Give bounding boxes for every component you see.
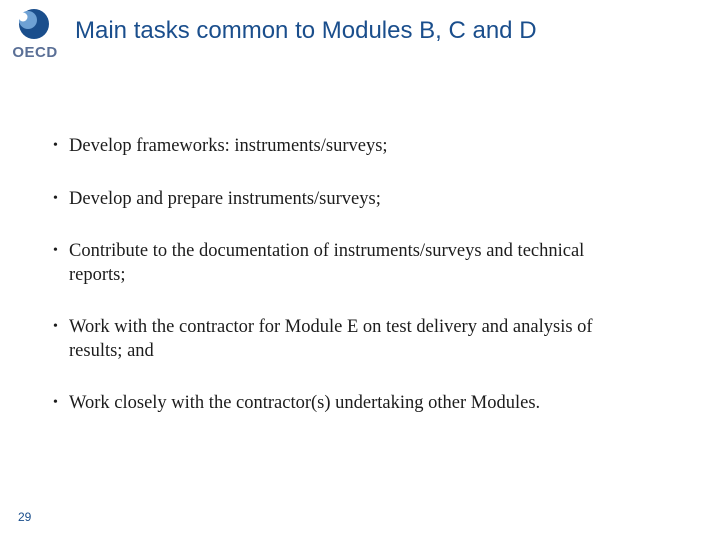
- page-title: Main tasks common to Modules B, C and D: [75, 17, 537, 44]
- list-item: [53, 315, 629, 363]
- list-item-text: Work with the contractor for Module E on test delivery and analysis of results; and: [69, 317, 593, 361]
- list-item: [53, 391, 693, 415]
- list-item: [53, 134, 693, 158]
- bullet-icon: •: [53, 395, 58, 410]
- bullet-icon: •: [53, 319, 58, 334]
- page-number: 29: [18, 510, 32, 524]
- oecd-logo-icon: [8, 6, 60, 44]
- bullet-icon: •: [53, 243, 58, 258]
- task-list: [53, 134, 693, 439]
- bullet-icon: •: [53, 138, 58, 153]
- oecd-logo: [8, 6, 60, 66]
- list-item-text: Develop and prepare instruments/surveys;: [69, 189, 381, 209]
- list-item-text: Contribute to the documentation of instruments/surveys and technical reports;: [69, 241, 585, 285]
- list-item-text: Work closely with the contractor(s) undertaking other Modules.: [69, 393, 541, 413]
- bullet-icon: •: [53, 191, 58, 206]
- list-item-text: Develop frameworks: instruments/surveys;: [69, 136, 388, 156]
- list-item: [53, 187, 693, 211]
- list-item: [53, 239, 629, 287]
- oecd-logo-text: OECD: [12, 44, 58, 61]
